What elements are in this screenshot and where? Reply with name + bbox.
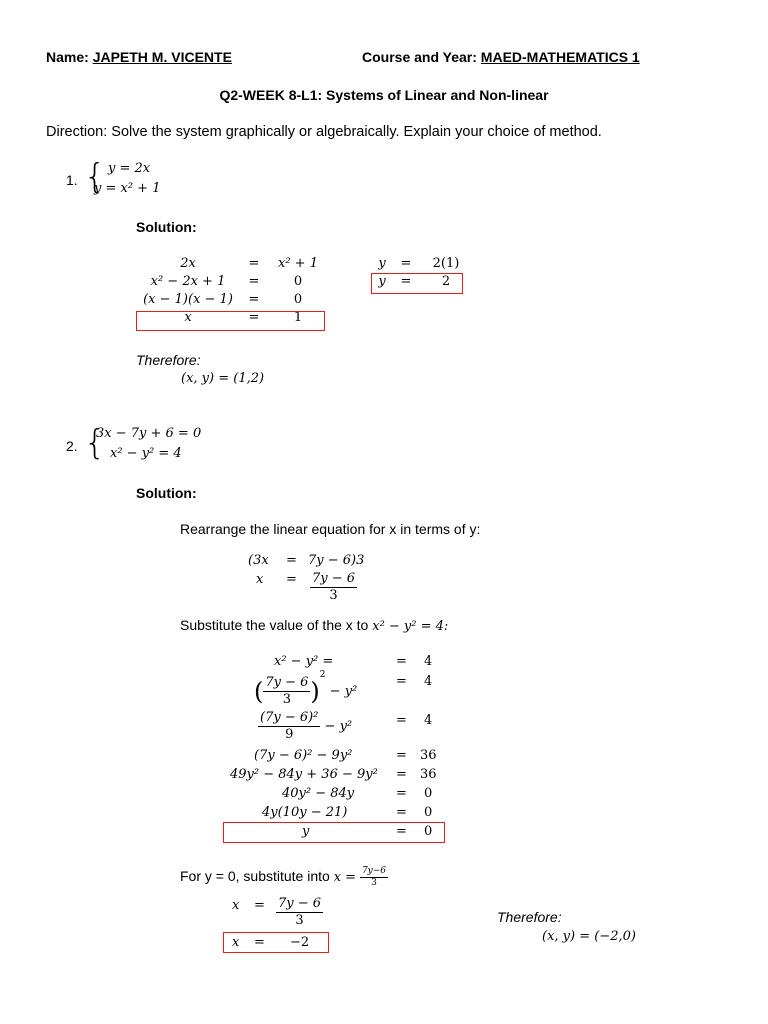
p2-step2-op: = <box>396 674 407 689</box>
problem1-x-answer-box <box>136 311 325 331</box>
p2-x2-op: = <box>254 935 265 950</box>
problem2-therefore: Therefore: <box>497 909 562 925</box>
p2-step5-lhs: 49y² − 84y + 36 − 9y² <box>230 767 378 782</box>
p2-step3-rhs: 4 <box>424 713 433 728</box>
problem2-y-answer-box <box>223 822 445 843</box>
p2-step2-rhs: 4 <box>424 674 433 689</box>
p2-step4-op: = <box>396 748 407 763</box>
p2-step6-rhs: 0 <box>424 786 433 801</box>
problem1-therefore: Therefore: <box>136 352 201 368</box>
p2-step1-op: = <box>396 654 407 669</box>
problem1-solution-label: Solution: <box>136 219 197 235</box>
problem2-eq1: 3x − 7y + 6 = 0 <box>96 426 202 441</box>
problem2-brace: { <box>84 423 106 463</box>
rearrange-rhs1: 7y − 6)3 <box>308 553 365 568</box>
course-label: Course and Year: <box>362 49 481 65</box>
problem2-eq2: x² − y² = 4 <box>110 446 182 461</box>
p2-x2-rhs: −2 <box>290 935 310 950</box>
p2-step7-lhs: 4y(10y − 21) <box>262 805 348 820</box>
p2-step2-lhs: ( $\frac{7y - 6}{3}$ )$^2$ − y² <box>254 670 358 707</box>
problem2-solution-label: Solution: <box>136 485 197 501</box>
direction-text: Direction: Solve the system graphically or algebraically. Explain your choice of method. <box>46 124 602 140</box>
problem2-number: 2. <box>66 438 78 454</box>
p2-x1-lhs: x <box>232 898 240 913</box>
rearrange-rhs2-fraction: $\frac{7y - 6}{3}$ <box>312 571 356 603</box>
p2-step1-lhs: x² − y² = <box>274 654 334 669</box>
p2-step8-lhs: y <box>302 824 310 839</box>
p2-step3-lhs: $\frac{\text{(7y − 6)²}}{9}$ − y² <box>260 710 353 742</box>
step-row: (x − 1)(x − 1) = 0 <box>143 292 303 307</box>
p2-step1-rhs: 4 <box>424 654 433 669</box>
substitute-text: Substitute the value of the x to x² − y² = 4: <box>180 617 449 634</box>
problem1-eq2: y = x² + 1 <box>94 181 161 196</box>
name-label: Name: <box>46 49 93 65</box>
problem1-answer: (x, y) = (1,2) <box>181 371 265 386</box>
course-field <box>362 49 640 65</box>
step-row: x² − 2x + 1 = 0 <box>150 274 303 289</box>
problem1-brace: { <box>84 157 106 197</box>
step-row: y = 2(1) <box>378 256 460 271</box>
p2-step7-op: = <box>396 805 407 820</box>
rearrange-op2: = <box>286 572 297 587</box>
problem2-answer: (x, y) = (−2,0) <box>542 929 636 944</box>
rearrange-lhs2: x <box>256 572 264 587</box>
p2-x1-rhs-fraction: $\frac{7y - 6}{3}$ <box>278 896 322 928</box>
p2-step8-rhs: 0 <box>424 824 433 839</box>
name-value: JAPETH M. VICENTE <box>92 49 232 65</box>
course-value: MAED-MATHEMATICS 1 <box>480 49 640 65</box>
p2-step6-op: = <box>396 786 407 801</box>
p2-step7-rhs: 0 <box>424 805 433 820</box>
p2-step4-lhs: (7y − 6)² − 9y² <box>254 748 353 763</box>
p2-step5-rhs: 36 <box>420 767 437 782</box>
name-field <box>46 49 232 65</box>
p2-step3-op: = <box>396 713 407 728</box>
step-row: y = 2 <box>378 274 451 289</box>
rearrange-text: Rearrange the linear equation for x in terms of y: <box>180 521 481 537</box>
page-title: Q2-WEEK 8-L1: Systems of Linear and Non-linear <box>219 87 549 103</box>
p2-step4-rhs: 36 <box>420 748 437 763</box>
p2-step5-op: = <box>396 767 407 782</box>
p2-x1-op: = <box>254 898 265 913</box>
p2-step8-op: = <box>396 824 407 839</box>
p2-x2-lhs: x <box>232 935 240 950</box>
for-y-text: For y = 0, substitute into x = $\frac{7y-6}{3}$ <box>180 866 387 888</box>
problem2-x-answer-box <box>223 932 329 953</box>
problem1-y-answer-box <box>371 273 463 294</box>
step-row: x = 1 <box>184 310 303 325</box>
rearrange-op1: = <box>286 553 297 568</box>
p2-step6-lhs: 40y² − 84y <box>282 786 355 801</box>
problem1-number: 1. <box>66 172 78 188</box>
step-row: 2x = x² + 1 <box>180 256 318 271</box>
problem1-eq1: y = 2x <box>108 161 151 176</box>
rearrange-lhs1: (3x <box>248 553 269 568</box>
